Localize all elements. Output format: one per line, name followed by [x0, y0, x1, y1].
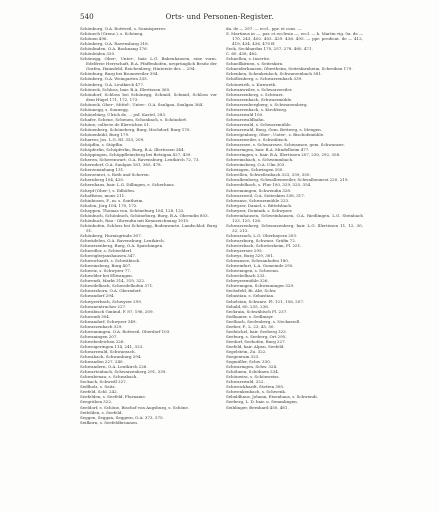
- index-entry: Schwandern, O.A. Leutkirch 226.: [80, 364, 148, 370]
- index-entry: Schönwirth, s. Kirnweth.: [226, 81, 277, 87]
- index-entry: Schafer, Schene, Schenen, Schonbach, s. Schöndorf.: [80, 116, 187, 122]
- index-entry: Schwingen, Schwingen 350.: [226, 167, 284, 173]
- index-entry: Schenken, Schenkenloch, Schwarzenbach 381.: [226, 71, 323, 77]
- index-entry: Schweinsberg, O.A. Ulm 303.: [226, 162, 286, 168]
- index-entry: Schöllenberg, s. Schwarzenbach 339.: [226, 76, 303, 82]
- index-entry: Schwarzenbach 329.: [80, 323, 123, 329]
- index-entry: Schönleiden 320.: [80, 51, 116, 57]
- index-entry: Schwabenau, s. Schwabach.: [80, 374, 138, 380]
- index-entry: Schwendi 304.: [80, 313, 111, 319]
- index-entry: Schwenkenbach, s. Schwenk.: [226, 389, 287, 395]
- index-entry: Seggen, Seggan, Seggern, O.A. 373, 375.: [80, 414, 164, 420]
- index-entry: Schwarzweil, O.A. Seiteskirn 338, 317.: [226, 192, 306, 198]
- index-entry: Schönebürg, Ulrich de, ... jed. Kastel, 283.: [80, 111, 167, 117]
- page-number: 540: [80, 12, 94, 21]
- index-entry: Schwarzach, L.G. Oberbayern 203.: [226, 232, 298, 238]
- index-entry: Schwenngen, Schwenninger 329.: [226, 283, 295, 289]
- index-entry: Schönlinden, O.A. Backnang 176.: [80, 46, 148, 52]
- index-entry: Schwansee, Schwanhofen 180.: [226, 258, 290, 264]
- index-entry: Schönenbühl, Burg 179.: [80, 131, 130, 137]
- index-column-left: [80, 26, 217, 488]
- index-entry: Seefeld, bair. Alpen, Seefeld.: [226, 343, 285, 349]
- index-entry: Schwanentracher 227.: [80, 303, 127, 309]
- index-entry: Scheppen, Thomas von, Schöneburg 104, 128, 132.: [80, 207, 185, 213]
- index-entry: Schwyzerbach, Schwyzer 299.: [80, 298, 143, 304]
- index-entry: Seeburg, s. Seeberg, Ort 295.: [226, 333, 287, 339]
- index-entry: Seiblinger, Bernhard 450, 481.: [226, 404, 289, 410]
- index-entry: Schweinfurt, L.A. Gemeinde 295.: [226, 263, 294, 269]
- index-entry: Schwarzsee, s. Schwarzsee, Schwansee, gem. Schwansee.: [226, 142, 345, 148]
- index-entry: Schwarzenberg, Schwarzenberg, bair. L.G. Illertissen 11, 12, 30, 32, 213.: [226, 222, 363, 233]
- index-entry: Schwarzweiler, s. Schwäbisch.: [226, 137, 289, 143]
- index-entry: da. de — 297. — eccl., ppr. et cons. —: [226, 26, 302, 31]
- index-entry: Schönhofen, Schloss bei Schönegg, Bodenwarte, Landschlof, Burg 91.: [80, 222, 217, 233]
- index-entry: Scharrer, Jos. L.G. Hl. 333, 209.: [80, 137, 145, 143]
- index-entry: Schönenberg, Schöneberg, Burg. Hochdorf, Burg 170.: [80, 126, 191, 132]
- index-entry: Schneiderhausen, Obertheim, Seiteskirnheim, Schreiben 179.: [226, 66, 353, 72]
- index-entry: Schwaringen, bair. B.A. Mindelheim 477.: [226, 147, 310, 153]
- index-entry: Schwarzwaldbahn.: [226, 116, 265, 122]
- index-entry: Segelstein, Zu. 322.: [226, 349, 267, 354]
- index-entry: Seckach, Schwedl 227.: [80, 379, 128, 385]
- index-entry: Schwarzwald, Burg, Gem. Bettweg, s. Mengen.: [226, 126, 322, 132]
- index-entry: Schwedelbach, s. Flur 100, 329, 325, 354.: [226, 182, 312, 188]
- index-entry: Schönbuch, Rau - Ohrendin mit Kennzeichnung 1010.: [80, 217, 190, 223]
- index-entry: Schweickhardt, Stetten 300.: [226, 384, 285, 390]
- index-entry: Seebüchel, bair. Seeberg 323.: [226, 328, 288, 334]
- index-entry: Schwarzwald 100.: [226, 111, 264, 117]
- index-entry: Seifkorn, s. Seefeldbrunnen.: [80, 419, 139, 425]
- index-entry: Schöne, collecte de Illereichen 51.: [80, 121, 151, 127]
- index-entry: Schwenngen, s. Schwenn.: [226, 268, 280, 274]
- index-entry: Segmüller, Schw. 330.: [226, 359, 272, 365]
- index-entry: Seck, Seckhardus 170, 257, 278, 460, 471.: [226, 46, 313, 52]
- index-entry: Sebald, 60, 235, 236.: [226, 303, 270, 309]
- index-entry: Schwyz, Burg 329, 301.: [226, 253, 275, 259]
- index-entry: Schwandorf, Schwyzer 349.: [80, 318, 137, 324]
- index-entry: Schwarzenberg, Burg, O.A. Spaichingen.: [80, 243, 164, 249]
- page-title: Orts- und Personen-Register.: [165, 12, 274, 21]
- index-entry: Schwarzenbach, Schwarzmühle.: [226, 96, 293, 102]
- index-entry: Sedlmaier, s. Sedlmayr.: [226, 313, 274, 319]
- index-entry: Scherndorf, O.A. Saulgau 181, 365, 478.: [80, 162, 162, 168]
- index-entry: Schwegenberg, Ober-, Unter-, s. Bischofsmühle.: [226, 131, 325, 137]
- index-entry: Schönberg, O.A. Leutkirch 477.: [80, 81, 145, 87]
- index-entry: Schönbuch, Schönbuch, Schöneburg, Burg, B.A. Ohrendin 803.: [80, 212, 209, 218]
- index-entry: Schönberg, Hornisgrinde 307.: [80, 232, 142, 238]
- index-entry: Schöpferlin, Schöpferlin, Burg, B.A. Illertissen 344.: [80, 147, 185, 153]
- index-entry: Schwedler, s. Schwelderl.: [80, 248, 133, 254]
- index-entry: Schoffsens, mons 211.: [80, 192, 126, 198]
- index-entry: Schöpflin, s. Stöpflin.: [80, 142, 124, 148]
- index-entry: S. Martinus in —, par. et ecclesia —, eccl. — h. Martin vig. 0a. de — 170, 243, 402. 403. 429. 436. 495. — ppr. predicat. de — 412, 419, 434, 436, 470 ff.: [226, 31, 363, 47]
- index-entry: Schweigeringen 114, 241, 323.: [80, 343, 144, 349]
- index-entry: Sechsfeld, Bi. Abt, Schw.: [226, 288, 277, 294]
- index-entry: Schwartenbach, Schwarzenberg 291, 339.: [80, 369, 167, 375]
- index-entry: Schwyzersee 295.: [226, 248, 263, 254]
- index-entry: Schönwiss, s. Schönweiss.: [226, 374, 280, 380]
- index-entry: Schweiz, s. Schwyzer 77.: [80, 268, 132, 274]
- index-entry: Schönech (Grenz.), s. Schöneg.: [80, 31, 144, 37]
- index-entry: Schwalbenberg, Schwalbenweiler, Schwalbennest 220, 219.: [226, 177, 349, 183]
- index-entry: Schwarzhorn, O.A. Oberndorf.: [80, 288, 142, 294]
- index-entry: Schwarzwald, Schwarzach.: [80, 349, 136, 354]
- index-entry: Schwandorf 294.: [80, 293, 115, 299]
- index-entry: Schöhnen, Schöhnen 334.: [226, 369, 280, 375]
- index-entry: Schweinsberg, Burg 407.: [80, 263, 132, 269]
- index-entry: Schwarzburg, Schwarz. Gräfin 72.: [226, 237, 297, 243]
- index-entry: Schwebelbach 233.: [226, 273, 266, 279]
- index-entry: Schwelder bei Ellwangen.: [80, 273, 134, 279]
- index-entry: Seegenrain 323.: [226, 354, 260, 360]
- index-entry: Schweringen, s. bair. B.A. Illertissen 207, 230, 292, 358.: [226, 152, 341, 158]
- index-entry: Schwarzenberg, s. Schwarz.: [226, 91, 284, 97]
- index-entry: Seeldorf, s. Schöne, Bischof von Augsburg, s. Schöne.: [80, 404, 190, 410]
- index-entry: Schwäbisch Gmünd, F. 87, 196, 209.: [80, 308, 154, 314]
- index-entry: Schwyzer, Daniel, s. Bittelsbach.: [226, 202, 293, 208]
- index-entry: Schwedelbach, Schwedelhofen 371.: [80, 283, 154, 289]
- index-entry: Schweiglerjanshausen 347.: [80, 253, 137, 259]
- index-column-right: [226, 26, 363, 488]
- index-entry: Sebastian, s. Sebastian.: [226, 293, 275, 299]
- index-entry: Seedorf, Seehofen, Burg 227.: [226, 338, 286, 344]
- index-entry: Schernhaus, bair. L.G. Dillingen, e. Scherhaus.: [80, 182, 175, 188]
- index-entry: Schnellkirnen, s. Seiteskirn.: [226, 61, 284, 67]
- index-entry: Schwarzenbergberg, s. Schwarzenberg.: [226, 101, 308, 107]
- index-entry: Schinhusen, F., m. s. Sontheim.: [80, 197, 144, 203]
- index-entry: Schönnegg, s. Sonnegg.: [80, 106, 129, 112]
- index-entry: C. 60. 438, 482.: [226, 51, 258, 57]
- index-entry: Schwendi, Markt 314, 319, 322.: [80, 278, 146, 284]
- index-entry: Scholen, Jörg 104, 170, 172.: [80, 202, 138, 208]
- index-entry: Schwädelen, O.A. Ravensburg, Leutkirch.: [80, 237, 166, 243]
- index-entry: Seeberg, L. D. bair. u. Semmlingen.: [226, 399, 299, 405]
- index-entry: Schwanden 227, 240.: [80, 359, 124, 365]
- index-entry: Schwörzbach, Schwörzheim, Fl. 251.: [226, 243, 302, 249]
- index-entry: Schönborg, O.A. Rottweil, s. Sonnisperrer.: [80, 26, 167, 31]
- index-entry: Scheren, Scherenwart, O.A. Ravensburg, Leutkirch 72, 73.: [80, 157, 200, 163]
- index-entry: Schönegg, Ober-, Unter-, bair. L.G. Babenhausen, eine vorm. Edelfreie Herrschaft, B.A. Pfaffenhofen, ursprünglich Besitz der Grafen, Hainsfeld, Reichenberg, Hinterste des ... 294.: [80, 56, 217, 72]
- index-entry: Sebaldhaus, Johann, Eisenhaus, s. Schwendi.: [226, 394, 318, 400]
- index-entry: Schwyzermühle 326.: [226, 278, 269, 284]
- index-entry: Schweinsbach, s. Schwimmbach.: [226, 157, 294, 163]
- index-entry: Schnellen, s. Insertie.: [226, 56, 271, 62]
- index-entry: Schönberg, O.A. Ravensburg 316.: [80, 41, 149, 47]
- index-entry: Seckrain, Schwäbisch Fl. 237.: [226, 308, 288, 314]
- index-entry: Scherzenrot, s. Roth und Scheren.: [80, 172, 150, 178]
- index-entry: Schwanse, Schwarzmühle 223.: [226, 197, 290, 203]
- index-entry: Schwenningen, O.A. Rottweil, Oberdorf 103.: [80, 328, 171, 334]
- index-entry: Seefeld, Schl. 242.: [80, 389, 119, 395]
- index-entry: Schwebedeichen 226.: [80, 338, 125, 344]
- index-entry: Schwanweiler, s. Schwarzweiler.: [226, 86, 293, 92]
- index-entry: Schepf (Ober-), s. Ildhöfen.: [80, 187, 136, 193]
- index-entry: Schönen 496.: [80, 36, 108, 42]
- index-entry: Sedlholz, s. Seitz.: [80, 384, 116, 390]
- index-entry: Sebelstan, Schwarz. Fl. 121, 156, 207.: [226, 298, 305, 304]
- index-entry: Schwaringen, Schw. 324.: [226, 364, 278, 370]
- index-entry: Schwarzenbach, s. Kirchberg.: [226, 106, 288, 112]
- index-entry: Schönberg, O.A. Weingarten 335.: [80, 76, 149, 82]
- index-entry: Schernberg 104, 420.: [80, 177, 125, 183]
- index-entry: Schönburg, Burg bei Bronnweiler 394.: [80, 71, 159, 77]
- index-entry: Schöppingen, Schöppfleinsberg bei Betzigau 427, 439.: [80, 152, 192, 158]
- index-entry: Seefelden, s. Seefeld, Flurname.: [80, 394, 147, 400]
- index-entry: Schwarzwald, s. Schwarzmühle.: [226, 121, 292, 127]
- index-entry: Schwaningen 207.: [80, 333, 118, 339]
- index-entry: Schwarzwald, 322.: [226, 379, 265, 385]
- index-entry: Seelbach, Seelenberg, s. Neckarzell.: [226, 318, 301, 324]
- index-entry: Schöneck, Schloss, bair. B.A. Illertissen 365.: [80, 86, 171, 92]
- index-entry: Schöneck, Ober-, Mittel-, Unter-, O.A. Saulgau, Saulgau 364.: [80, 101, 204, 107]
- index-entry: Schweinhausen, Schweinhausen, O.A. Riedlingen, L.G. Steinbach 123, 125, 126.: [226, 212, 363, 223]
- index-entry: Schweichardt, s. Schwäbisch.: [80, 258, 141, 264]
- index-entry: Seeber, F., L. 23, 45, 50.: [226, 323, 275, 329]
- index-entry: Scherzenanhang 131.: [80, 167, 125, 173]
- index-entry: Schwellen, Schwellenbach 323, 339, 350.: [226, 172, 311, 178]
- index-entry: Schwabach, Schwanburg 294.: [80, 354, 142, 360]
- index-entry: Schwyzer, Dominik, s. Schwyzer.: [226, 207, 293, 213]
- index-entry: Seifolden, s. Seefeld.: [80, 409, 123, 415]
- index-entry: Seegräben 322.: [80, 399, 113, 405]
- index-entry: Schwenningen, Schwendin 328.: [226, 187, 292, 193]
- index-entry: Schöndorf, Schloss bei Schönegg, Schmid, Schmid, Schloss vor dem Hügel 171, 172, 173.: [80, 91, 217, 102]
